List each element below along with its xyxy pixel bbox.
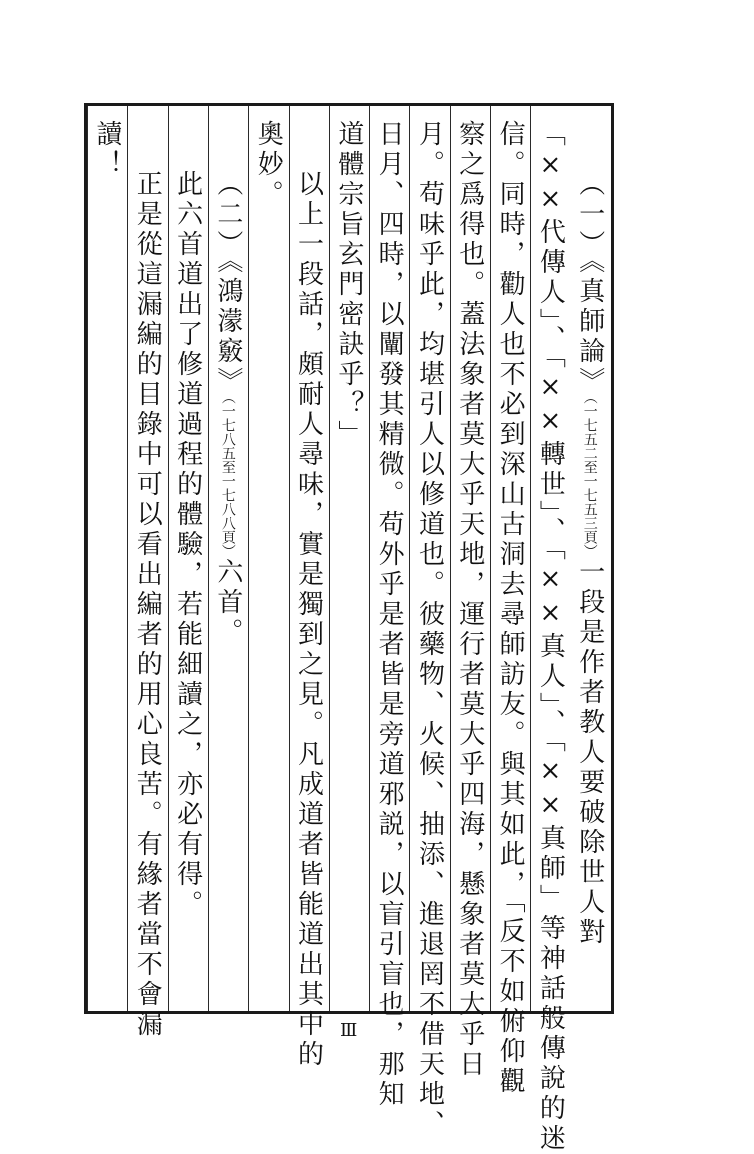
text-segment: （一）《真師論》: [574, 170, 605, 397]
text-segment: 道體宗旨玄門密訣乎？」: [333, 120, 364, 450]
page-reference: （一七五二至一七五三頁）: [581, 397, 598, 558]
text-column: [168, 106, 208, 1011]
column-text: [214, 170, 242, 648]
text-column: [87, 106, 127, 1011]
text-column: [248, 106, 288, 1011]
text-column: [127, 106, 167, 1040]
text-segment: 「××代傳人」、「××轉世」、「××真人」、「××真師」等神話般傳說的迷: [535, 120, 566, 1154]
text-column: [530, 106, 570, 1154]
text-segment: 六首。: [212, 558, 243, 648]
column-text: [496, 120, 524, 1097]
page-number: Ⅲ: [340, 1020, 358, 1041]
column-text: [335, 120, 363, 450]
text-column: [369, 106, 409, 1110]
text-segment: 日月、四時，以闡發其精微。苟外乎是者皆是旁道邪説，以盲引盲也，那知: [374, 120, 405, 1110]
text-column: [409, 106, 449, 1140]
column-text: [536, 120, 564, 1154]
text-segment: 信。同時，勸人也不必到深山古洞去尋師訪友。與其如此，「反不如俯仰觀: [495, 120, 526, 1097]
text-segment: （二）《鴻濛竅》: [212, 170, 243, 397]
column-text: [456, 120, 484, 1080]
text-segment: 察之爲得也。蓋法象者莫大乎天地，運行者莫大乎四海，懸象者莫大乎日: [454, 120, 485, 1080]
text-column: [329, 106, 369, 1011]
text-column: [490, 106, 530, 1097]
column-text: [93, 120, 121, 180]
column-text: [375, 120, 403, 1110]
text-segment: 月。苟味乎此，均堪引人以修道也。彼藥物、火候、抽添、進退罔不借天地、: [414, 120, 445, 1140]
text-column: [450, 106, 490, 1080]
column-text: [254, 120, 282, 210]
text-column: [289, 106, 329, 1070]
column-text: [415, 120, 443, 1140]
text-segment: 讀！: [92, 120, 122, 180]
column-text: [174, 170, 202, 920]
column-text: [133, 170, 161, 1040]
column-text: [576, 170, 604, 948]
text-segment: 正是從這漏編的目錄中可以看出編者的用心良苦。有緣者當不會漏: [132, 170, 163, 1040]
text-column: [571, 106, 611, 1011]
page-reference: （一七八五至一七八八頁）: [219, 397, 236, 558]
text-segment: 奧妙。: [253, 120, 284, 210]
text-segment: 以上一段話，頗耐人尋味，實是獨到之見。凡成道者皆能道出其中的: [293, 170, 324, 1070]
text-segment: 此六首道出了修道過程的體驗，若能細讀之，亦必有得。: [172, 170, 203, 920]
text-segment: 一段是作者教人要破除世人對: [574, 558, 605, 948]
text-column: [208, 106, 248, 1011]
column-text: [295, 170, 323, 1070]
